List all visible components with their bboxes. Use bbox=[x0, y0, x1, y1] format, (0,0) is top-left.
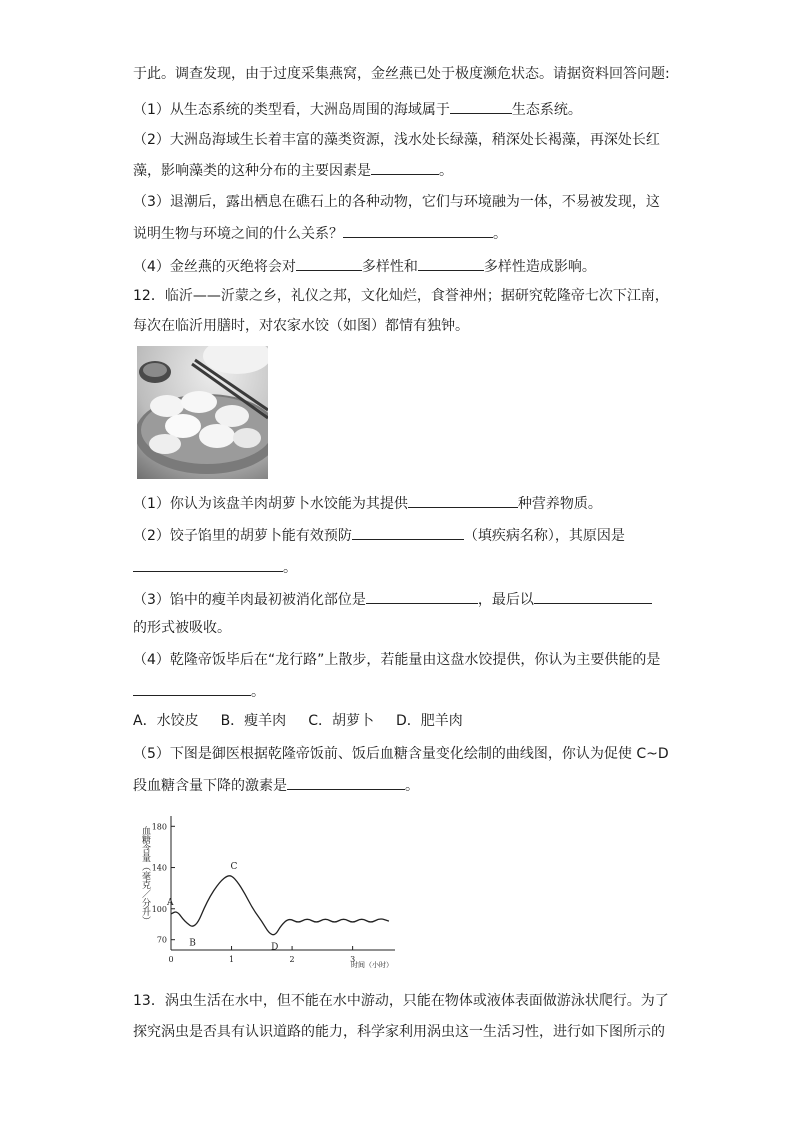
answer-blank[interactable] bbox=[343, 222, 493, 238]
sub-question-4-line-2: 。 bbox=[133, 680, 265, 702]
sub-question-1: （1）你认为该盘羊肉胡萝卜水饺能为其提供 种营养物质。 bbox=[133, 492, 602, 514]
y-tick-label: 100 bbox=[151, 904, 167, 914]
sub-question-5-line-2: 段血糖含量下降的激素是 。 bbox=[133, 774, 419, 796]
intro-paragraph-end: 于此。调查发现，由于过度采集燕窝，金丝燕已处于极度濒危状态。请据资料回答问题: bbox=[133, 66, 670, 82]
point-label-b: B bbox=[189, 938, 196, 949]
dumpling-photo bbox=[137, 346, 268, 479]
option-b[interactable]: B．瘦羊肉 bbox=[220, 713, 287, 729]
sub-question-2-line-1: （2）饺子馅里的胡萝卜能有效预防 （填疾病名称），其原因是 bbox=[133, 524, 625, 546]
answer-blank[interactable] bbox=[418, 255, 484, 271]
blood-sugar-chart-svg bbox=[133, 808, 403, 973]
question-3-line-1: （3）退潮后，露出栖息在礁石上的各种动物，它们与环境融为一体，不易被发现，这 bbox=[133, 194, 660, 210]
answer-blank[interactable] bbox=[352, 524, 464, 540]
x-tick-label: 2 bbox=[289, 955, 295, 964]
point-label-a: A bbox=[167, 897, 174, 908]
answer-blank[interactable] bbox=[366, 588, 478, 604]
question-2-line-2: 藻，影响藻类的这种分布的主要因素是 。 bbox=[133, 159, 453, 181]
blood-sugar-chart bbox=[133, 808, 403, 977]
question-12-line-1: 12．临沂——沂蒙之乡，礼仪之邦，文化灿烂，食誉神州；据研究乾隆帝七次下江南， bbox=[133, 288, 669, 304]
x-tick-label: 3 bbox=[350, 955, 356, 964]
x-tick-label: 0 bbox=[168, 955, 174, 964]
question-13-line-2: 探究涡虫是否具有认识道路的能力，科学家利用涡虫这一生活习性，进行如下图所示的 bbox=[133, 1024, 665, 1040]
question-3-line-2: 说明生物与环境之间的什么关系？ 。 bbox=[133, 222, 507, 244]
point-label-c: C bbox=[230, 861, 238, 872]
answer-blank[interactable] bbox=[133, 680, 251, 696]
question-2-line-1: （2）大洲岛海域生长着丰富的藻类资源，浅水处长绿藻，稍深处长褐藻，再深处长红 bbox=[133, 132, 660, 148]
x-tick-label: 1 bbox=[228, 955, 235, 964]
answer-blank[interactable] bbox=[450, 98, 512, 114]
y-tick-label: 180 bbox=[151, 822, 167, 832]
question-12-line-2: 每次在临沂用膳时，对农家水饺（如图）都情有独钟。 bbox=[133, 318, 469, 334]
y-tick-label: 70 bbox=[156, 935, 167, 945]
sub-question-3-line-1: （3）馅中的瘦羊肉最初被消化部位是 ，最后以 bbox=[133, 588, 652, 610]
option-c[interactable]: C．胡萝卜 bbox=[308, 713, 374, 729]
answer-blank[interactable] bbox=[534, 588, 652, 604]
answer-blank[interactable] bbox=[408, 492, 518, 508]
option-d[interactable]: D．肥羊肉 bbox=[395, 713, 463, 729]
answer-blank[interactable] bbox=[296, 255, 362, 271]
sub-question-4-line-1: （4）乾隆帝饭毕后在“龙行路”上散步，若能量由这盘水饺提供，你认为主要供能的是 bbox=[133, 652, 661, 668]
option-a[interactable]: A．水饺皮 bbox=[133, 713, 199, 729]
question-4: （4）金丝燕的灭绝将会对 多样性和 多样性造成影响。 bbox=[133, 255, 596, 277]
y-axis-label: 血糖含量（毫克／分升） bbox=[140, 826, 150, 925]
answer-blank[interactable] bbox=[371, 159, 439, 175]
sub-question-2-line-2: 。 bbox=[133, 556, 297, 578]
answer-options bbox=[133, 711, 485, 731]
y-tick-label: 140 bbox=[151, 863, 167, 873]
blood-sugar-curve bbox=[171, 876, 389, 935]
question-13-line-1: 13．涡虫生活在水中，但不能在水中游动，只能在物体或液体表面做游泳状爬行。为了 bbox=[133, 993, 669, 1009]
dumpling-photo-drawing bbox=[137, 346, 268, 479]
x-axis-label: 时间（小时） bbox=[351, 961, 393, 969]
point-label-d: D bbox=[271, 942, 279, 953]
answer-blank[interactable] bbox=[287, 774, 405, 790]
answer-blank[interactable] bbox=[133, 556, 283, 572]
question-1: （1）从生态系统的类型看，大洲岛周围的海域属于 生态系统。 bbox=[133, 98, 582, 120]
sub-question-3-line-2: 的形式被吸收。 bbox=[133, 620, 231, 636]
sub-question-5-line-1: （5）下图是御医根据乾隆帝饭前、饭后血糖含量变化绘制的曲线图，你认为促使 C~D bbox=[133, 746, 669, 762]
